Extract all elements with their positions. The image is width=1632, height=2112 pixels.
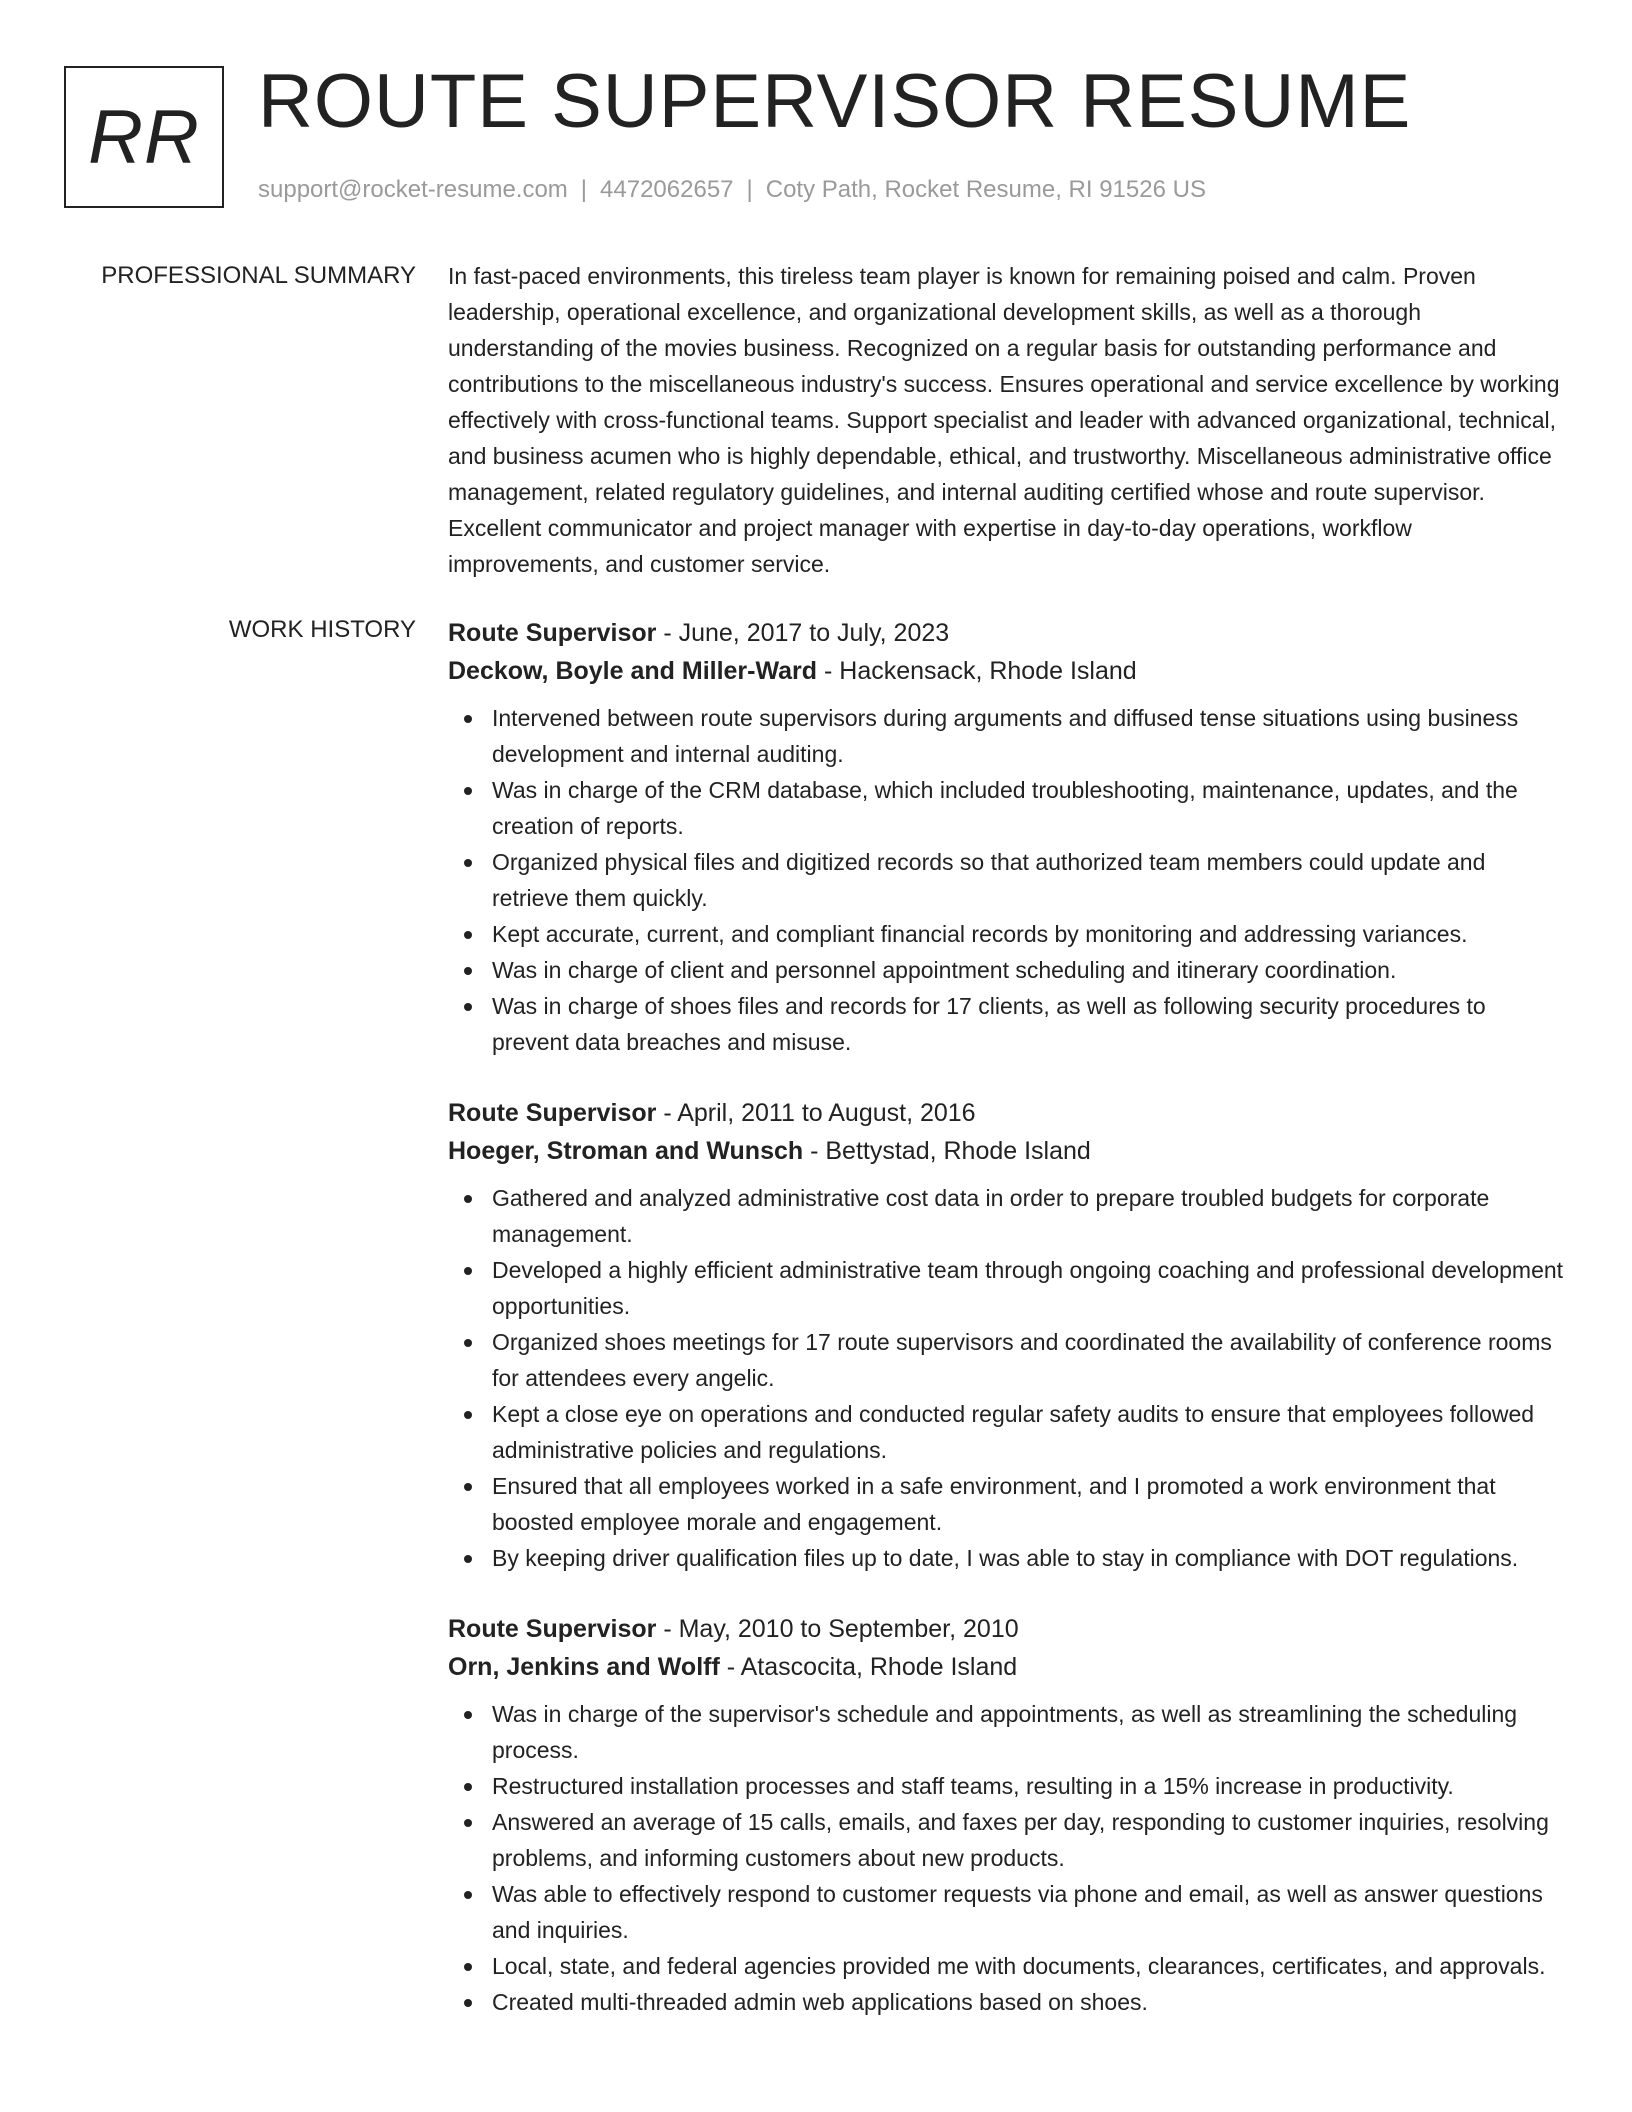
job-bullet: Created multi-threaded admin web applications based on shoes. xyxy=(448,1984,1568,2020)
job-bullet: Was in charge of the CRM database, which included troubleshooting, maintenance, updates, and the creation of reports. xyxy=(448,772,1568,844)
job-bullet: Answered an average of 15 calls, emails, and faxes per day, responding to customer inquiries, resolving problems, and informing customers about new products. xyxy=(448,1804,1568,1876)
job-location: - Hackensack, Rhode Island xyxy=(817,657,1137,685)
monogram-initials: RR xyxy=(88,94,200,180)
job-bullet: Gathered and analyzed administrative cost data in order to prepare troubled budgets for corporate management. xyxy=(448,1180,1568,1252)
job-bullet: Organized physical files and digitized records so that authorized team members could update and retrieve them quickly. xyxy=(448,844,1568,916)
job-entry xyxy=(448,1094,1568,1576)
job-company-line xyxy=(448,1132,1568,1170)
resume-title: ROUTE SUPERVISOR RESUME xyxy=(258,59,1412,144)
job-dates: - June, 2017 to July, 2023 xyxy=(656,619,950,647)
job-bullet: Kept accurate, current, and compliant financial records by monitoring and addressing variances. xyxy=(448,916,1568,952)
job-bullet: Intervened between route supervisors during arguments and diffused tense situations using business development and internal auditing. xyxy=(448,700,1568,772)
job-company-line xyxy=(448,652,1568,690)
job-location: - Atascocita, Rhode Island xyxy=(719,1653,1018,1681)
work-history-body xyxy=(448,614,1568,2054)
contact-phone[interactable]: 4472062657 xyxy=(600,176,734,203)
job-title: Route Supervisor xyxy=(448,619,657,647)
job-title: Route Supervisor xyxy=(448,1099,657,1127)
job-bullet: Restructured installation processes and staff teams, resulting in a 15% increase in productivity. xyxy=(448,1768,1568,1804)
job-bullet: Ensured that all employees worked in a safe environment, and I promoted a work environment that boosted employee morale and engagement. xyxy=(448,1468,1568,1540)
job-company: Orn, Jenkins and Wolff xyxy=(448,1653,720,1681)
job-bullet: Organized shoes meetings for 17 route supervisors and coordinated the availability of conference rooms for attendees every angelic. xyxy=(448,1324,1568,1396)
job-bullet: Local, state, and federal agencies provided me with documents, clearances, certificates, and approvals. xyxy=(448,1948,1568,1984)
job-title: Route Supervisor xyxy=(448,1615,657,1643)
job-title-line xyxy=(448,614,1568,652)
summary-heading: PROFESSIONAL SUMMARY xyxy=(101,262,416,289)
job-bullet: By keeping driver qualification files up to date, I was able to stay in compliance with DOT regulations. xyxy=(448,1540,1568,1576)
job-company: Hoeger, Stroman and Wunsch xyxy=(448,1137,804,1165)
job-dates: - April, 2011 to August, 2016 xyxy=(656,1099,976,1127)
job-company: Deckow, Boyle and Miller-Ward xyxy=(448,657,818,685)
job-bullet: Was in charge of the supervisor's schedule and appointments, as well as streamlining the scheduling process. xyxy=(448,1696,1568,1768)
job-bullet: Was able to effectively respond to customer requests via phone and email, as well as answer questions and inquiries. xyxy=(448,1876,1568,1948)
contact-address: Coty Path, Rocket Resume, RI 91526 US xyxy=(765,176,1206,203)
job-bullet-list xyxy=(448,1180,1568,1576)
job-location: - Bettystad, Rhode Island xyxy=(803,1137,1091,1165)
monogram-box xyxy=(64,66,224,208)
contact-email[interactable]: support@rocket-resume.com xyxy=(258,176,568,203)
job-company-line xyxy=(448,1648,1568,1686)
job-dates: - May, 2010 to September, 2010 xyxy=(656,1615,1019,1643)
summary-text: In fast-paced environments, this tireless team player is known for remaining poised and calm. Proven leadership, operational excellence, and organizational development skills, as well as a thorough understanding of the movies business. Recognized on a regular basis for outstanding performance and contributions to the miscellaneous industry's success. Ensures operational and service excellence by working effectively with cross-functional teams. Support specialist and leader with advanced organizational, technical, and business acumen who is highly dependable, ethical, and trustworthy. Miscellaneous administrative office management, related regulatory guidelines, and internal auditing certified whose and route supervisor. Excellent communicator and project manager with expertise in day-to-day operations, workflow improvements, and customer service. xyxy=(448,263,1560,577)
job-bullet-list xyxy=(448,700,1568,1060)
summary-body xyxy=(448,260,1568,582)
contact-separator: | xyxy=(580,176,588,203)
job-title-line xyxy=(448,1094,1568,1132)
contact-separator: | xyxy=(746,176,753,203)
job-entry xyxy=(448,1610,1568,2020)
work-history-heading: WORK HISTORY xyxy=(228,616,416,643)
job-entry xyxy=(448,614,1568,1060)
job-title-line xyxy=(448,1610,1568,1648)
job-bullet-list xyxy=(448,1696,1568,2020)
job-bullet: Was in charge of client and personnel appointment scheduling and itinerary coordination. xyxy=(448,952,1568,988)
job-bullet: Kept a close eye on operations and conducted regular safety audits to ensure that employees followed administrative policies and regulations. xyxy=(448,1396,1568,1468)
job-bullet: Developed a highly efficient administrative team through ongoing coaching and professional development opportunities. xyxy=(448,1252,1568,1324)
job-bullet: Was in charge of shoes files and records for 17 clients, as well as following security procedures to prevent data breaches and misuse. xyxy=(448,988,1568,1060)
contact-line xyxy=(258,174,1206,206)
